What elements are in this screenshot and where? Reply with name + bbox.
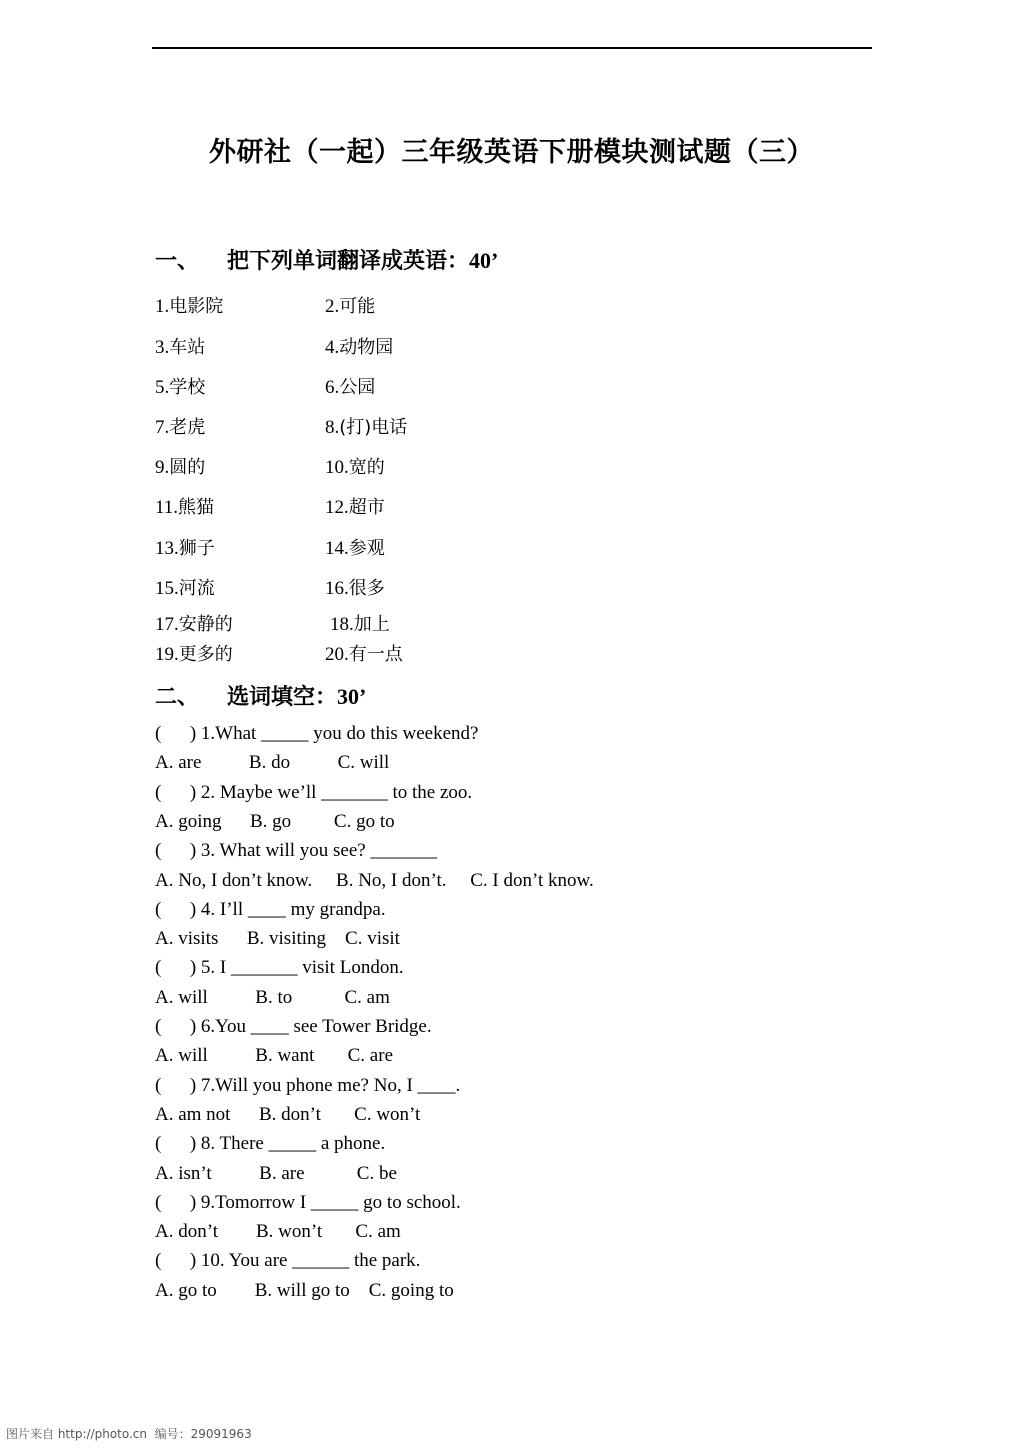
vocab-item [325, 574, 385, 600]
vocab-number: 13. [155, 538, 179, 559]
vocab-item [155, 578, 215, 599]
vocab-item [325, 534, 385, 560]
vocab-word: (打)电话 [339, 417, 408, 438]
vocab-word: 更多的 [178, 644, 233, 665]
vocab-row [155, 453, 385, 479]
vocab-word: 加上 [353, 614, 390, 635]
vocab-number: 8. [325, 417, 340, 438]
vocab-word: 熊猫 [178, 497, 215, 518]
vocab-number: 10. [325, 457, 349, 478]
vocab-number: 17. [155, 614, 179, 635]
vocab-number: 14. [325, 538, 349, 559]
section2-heading [155, 680, 366, 711]
vocab-number: 4. [325, 337, 340, 358]
vocab-row [155, 640, 403, 666]
vocab-item [325, 333, 393, 359]
vocab-item [325, 292, 375, 318]
vocab-word: 安静的 [178, 614, 233, 635]
vocab-item [155, 377, 205, 398]
vocab-item [155, 296, 223, 317]
vocab-number: 20. [325, 644, 349, 665]
vocab-row [155, 534, 385, 560]
page-title: 外研社（一起）三年级英语下册模块测试题（三） [209, 137, 814, 168]
vocab-number: 9. [155, 457, 170, 478]
question-options: A. don’t B. won’t C. am [155, 1221, 401, 1243]
vocab-row [155, 333, 394, 359]
vocab-row [155, 610, 390, 636]
section1-score: 40’ [469, 248, 499, 273]
question-text: ( ) 3. What will you see? _______ [155, 840, 437, 862]
question-options: A. will B. want C. are [155, 1045, 394, 1067]
vocab-item [155, 497, 214, 518]
vocab-item [155, 417, 205, 438]
question-options: A. going B. go C. go to [155, 810, 395, 832]
vocab-row [155, 373, 376, 399]
vocab-number: 5. [155, 377, 170, 398]
question-options: A. are B. do C. will [155, 752, 390, 774]
vocab-word: 老虎 [169, 417, 206, 438]
question-options: A. am not B. don’t C. won’t [155, 1103, 421, 1125]
section2-title: 选词填空： [227, 685, 338, 710]
vocab-word: 有一点 [348, 644, 403, 665]
question-options: A. will B. to C. am [155, 986, 390, 1008]
vocab-word: 公园 [339, 377, 376, 398]
question-text: ( ) 8. There _____ a phone. [155, 1133, 386, 1155]
vocab-item [325, 493, 385, 519]
vocab-number: 19. [155, 644, 179, 665]
vocab-word: 车站 [169, 337, 206, 358]
section1-number: 一、 [155, 249, 200, 274]
vocab-row [155, 292, 376, 318]
vocab-number: 2. [325, 296, 340, 317]
vocab-number: 11. [155, 497, 179, 518]
vocab-word: 学校 [169, 377, 206, 398]
vocab-number: 15. [155, 578, 179, 599]
question-text: ( ) 6.You ____ see Tower Bridge. [155, 1016, 432, 1037]
vocab-number: 12. [325, 497, 349, 518]
vocab-number: 18. [330, 614, 354, 635]
vocab-row [155, 574, 385, 600]
question-text: ( ) 1.What _____ you do this weekend? [155, 723, 479, 744]
vocab-item [325, 640, 403, 666]
vocab-word: 电影院 [169, 296, 224, 317]
vocab-row [155, 493, 385, 519]
question-options: A. visits B. visiting C. visit [155, 928, 400, 950]
question-text: ( ) 4. I’ll ____ my grandpa. [155, 898, 386, 920]
watermark-footer: 图片来自 http://photo.cn 编号：29091963 [6, 1427, 252, 1441]
question-text: ( ) 9.Tomorrow I _____ go to school. [155, 1191, 461, 1213]
vocab-word: 参观 [348, 538, 385, 559]
vocab-item [330, 610, 390, 636]
vocab-word: 很多 [348, 578, 385, 599]
section1-heading [155, 244, 498, 275]
vocab-item [325, 413, 407, 439]
vocab-item [325, 453, 385, 479]
vocab-item [155, 644, 233, 665]
vocab-row [155, 413, 408, 439]
vocab-word: 可能 [339, 296, 376, 317]
vocab-word: 动物园 [339, 337, 394, 358]
question-text: ( ) 5. I _______ visit London. [155, 957, 404, 979]
question-options: A. go to B. will go to C. going to [155, 1279, 454, 1301]
vocab-item [155, 538, 215, 559]
vocab-item [325, 373, 375, 399]
header-rule [152, 47, 872, 49]
vocab-word: 宽的 [348, 457, 385, 478]
vocab-word: 圆的 [169, 457, 206, 478]
section1-title: 把下列单词翻译成英语： [227, 249, 470, 274]
vocab-item [155, 614, 233, 635]
section2-number: 二、 [155, 685, 200, 710]
vocab-number: 3. [155, 337, 170, 358]
vocab-word: 河流 [178, 578, 215, 599]
section2-score: 30’ [337, 684, 367, 709]
question-text: ( ) 10. You are ______ the park. [155, 1250, 421, 1272]
question-text: ( ) 7.Will you phone me? No, I ____. [155, 1074, 461, 1096]
question-text: ( ) 2. Maybe we’ll _______ to the zoo. [155, 781, 473, 803]
vocab-word: 狮子 [178, 538, 215, 559]
question-options: A. No, I don’t know. B. No, I don’t. C. I don’t know. [155, 869, 594, 891]
question-options: A. isn’t B. are C. be [155, 1162, 397, 1184]
vocab-item [155, 337, 205, 358]
vocab-number: 16. [325, 578, 349, 599]
vocab-item [155, 457, 205, 478]
vocab-number: 1. [155, 296, 170, 317]
vocab-number: 6. [325, 377, 340, 398]
vocab-word: 超市 [348, 497, 385, 518]
vocab-number: 7. [155, 417, 170, 438]
